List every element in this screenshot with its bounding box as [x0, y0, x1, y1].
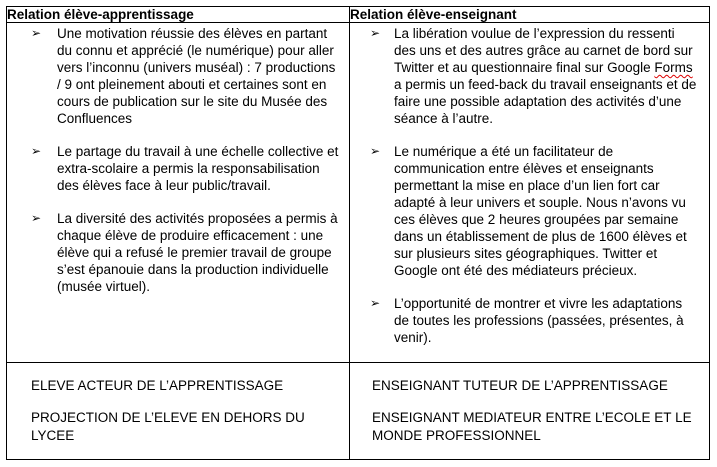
list-item [350, 25, 709, 127]
body-row [7, 23, 710, 363]
header-right: Relation élève-enseignant [350, 7, 710, 23]
footer-line: ENSEIGNANT MEDIATEUR ENTRE L’ECOLE ET LE MONDE PROFESSIONNEL [372, 410, 692, 443]
bullet-text: Une motivation réussie des élèves en partant du connu et apprécié (le numérique) pour aller vers l’inconnu (univers muséal) : 7 productions / 9 ont pleinement abouti et certaines sont en cours de publication sur le site du Musée des Confluences [57, 26, 336, 126]
header-row [7, 7, 710, 23]
bullet-text: L’opportunité de montrer et vivre les adaptations de toutes les professions (passées, présentes, à venir). [394, 296, 684, 345]
list-item [350, 143, 709, 279]
list-item [7, 25, 349, 127]
header-left: Relation élève-apprentissage [7, 7, 350, 23]
left-footer-cell [7, 363, 350, 460]
comparison-table [6, 6, 710, 460]
arrow-bullet-icon: ➢ [370, 144, 381, 158]
footer-line: PROJECTION DE L’ELEVE EN DEHORS DU LYCEE [31, 410, 305, 443]
left-bullet-list [7, 23, 349, 295]
bullet-text: Le partage du travail à une échelle collective et extra-scolaire a permis la responsabilisation des élèves face à leur public/travail. [57, 144, 339, 193]
right-body-cell [350, 23, 710, 363]
list-item [7, 143, 349, 194]
footer-line: ENSEIGNANT TUTEUR DE L’APPRENTISSAGE [372, 378, 668, 393]
spellcheck-flagged-word: Forms [654, 60, 693, 75]
arrow-bullet-icon: ➢ [31, 211, 42, 225]
arrow-bullet-icon: ➢ [370, 26, 381, 40]
bullet-text: La diversité des activités proposées a permis à chaque élève de produire efficacement : une élève qui a refusé le premier travail de groupe s’est épanouie dans la production individuelle (musée virtuel). [57, 211, 338, 294]
bullet-text-end: a permis un feed-back du travail enseignants et de faire une possible adaptation des activités d’une séance à l’autre. [394, 77, 697, 126]
footer-line: ELEVE ACTEUR DE L’APPRENTISSAGE [31, 378, 284, 393]
left-body-cell [7, 23, 350, 363]
list-item [350, 295, 709, 346]
footer-row [7, 363, 710, 460]
arrow-bullet-icon: ➢ [370, 296, 381, 310]
bullet-text-start: La libération voulue de l’expression du ressenti des uns et des autres grâce au carnet de bord sur Twitter et au questionnaire final sur Google [394, 26, 693, 75]
bullet-text: Le numérique a été un facilitateur de communication entre élèves et enseignants permettant la mise en place d’un lien fort car adapté à leur univers et souple. Nous n’avons vu ces élèves que 2 heures groupées par semaine dans un établissement de plus de 1600 élèves et sur plusieurs sites géographiques. Twitter et Google ont été des médiateurs précieux. [394, 144, 687, 278]
arrow-bullet-icon: ➢ [31, 26, 42, 40]
arrow-bullet-icon: ➢ [31, 144, 42, 158]
list-item [7, 210, 349, 295]
right-footer-cell [350, 363, 710, 460]
right-bullet-list [350, 23, 709, 346]
